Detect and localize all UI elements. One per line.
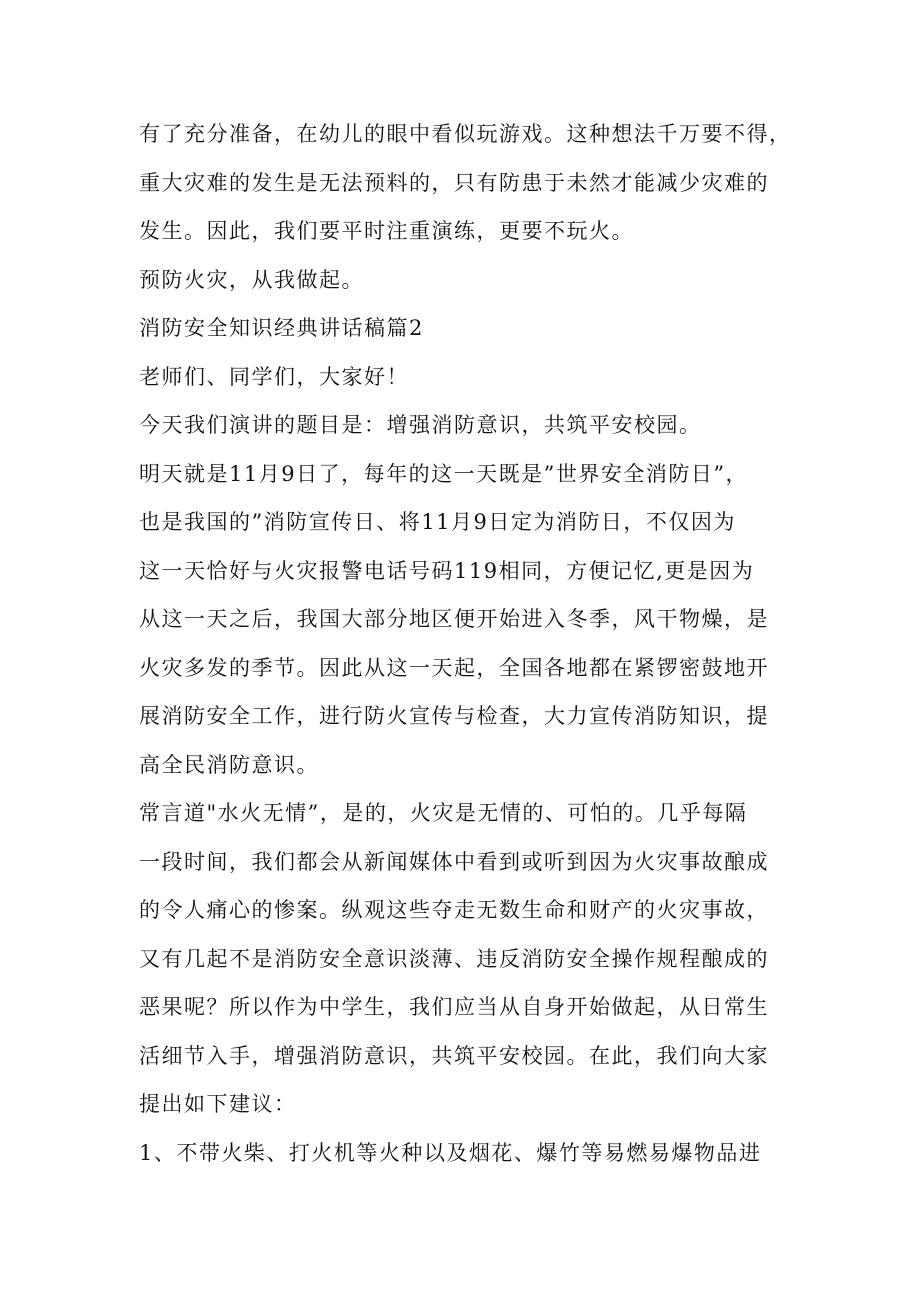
text-line: 又有几起不是消防安全意识淡薄、违反消防安全操作规程酿成的 <box>139 946 769 971</box>
text-line: 明天就是11月9日了，每年的这一天既是”世界安全消防日”， <box>139 461 749 486</box>
text-line: 恶果呢？所以作为中学生，我们应当从自身开始做起，从日常生 <box>139 995 769 1019</box>
text-line: 从这一天之后，我国大部分地区便开始进入冬季，风干物燥，是 <box>139 607 769 631</box>
text-line: 高全民消防意识。 <box>139 752 319 777</box>
list-item: 1、不带火柴、打火机等火种以及烟花、爆竹等易燃易爆物品进 <box>139 1140 762 1165</box>
text-line: 发生。因此，我们要平时注重演练，更要不玩火。 <box>139 219 634 243</box>
text-line: 活细节入手，增强消防意识，共筑平安校园。在此，我们向大家 <box>139 1043 769 1068</box>
text-line: 重大灾难的发生是无法预料的，只有防患于未然才能减少灾难的 <box>139 170 769 195</box>
text-line: 一段时间，我们都会从新闻媒体中看到或听到因为火灾事故酿成 <box>139 849 769 874</box>
section-heading: 消防安全知识经典讲话稿篇2 <box>139 316 424 340</box>
text-line: 常言道"水火无情”，是的，火灾是无情的、可怕的。几乎每隔 <box>139 801 748 825</box>
text-line: 今天我们演讲的题目是：增强消防意识，共筑平安校园。 <box>139 413 702 437</box>
text-line: 展消防安全工作，进行防火宣传与检查，大力宣传消防知识，提 <box>139 704 769 728</box>
text-line: 火灾多发的季节。因此从这一天起，全国各地都在紧锣密鼓地开 <box>139 655 769 680</box>
greeting-line: 老师们、同学们，大家好！ <box>139 364 409 389</box>
text-line: 的令人痛心的惨案。纵观这些夺走无数生命和财产的火灾事故， <box>139 898 769 922</box>
document-body <box>139 110 799 1177</box>
text-line: 也是我国的”消防宣传日、将11月9日定为消防日，不仅因为 <box>139 510 736 534</box>
text-line: 这一天恰好与火灾报警电话号码119相同，方便记忆,更是因为 <box>139 558 755 583</box>
text-line: 有了充分准备，在幼儿的眼中看似玩游戏。这种想法千万要不得， <box>139 122 792 146</box>
text-line: 预防火灾，从我做起。 <box>139 267 364 292</box>
text-line: 提出如下建议： <box>139 1092 297 1116</box>
